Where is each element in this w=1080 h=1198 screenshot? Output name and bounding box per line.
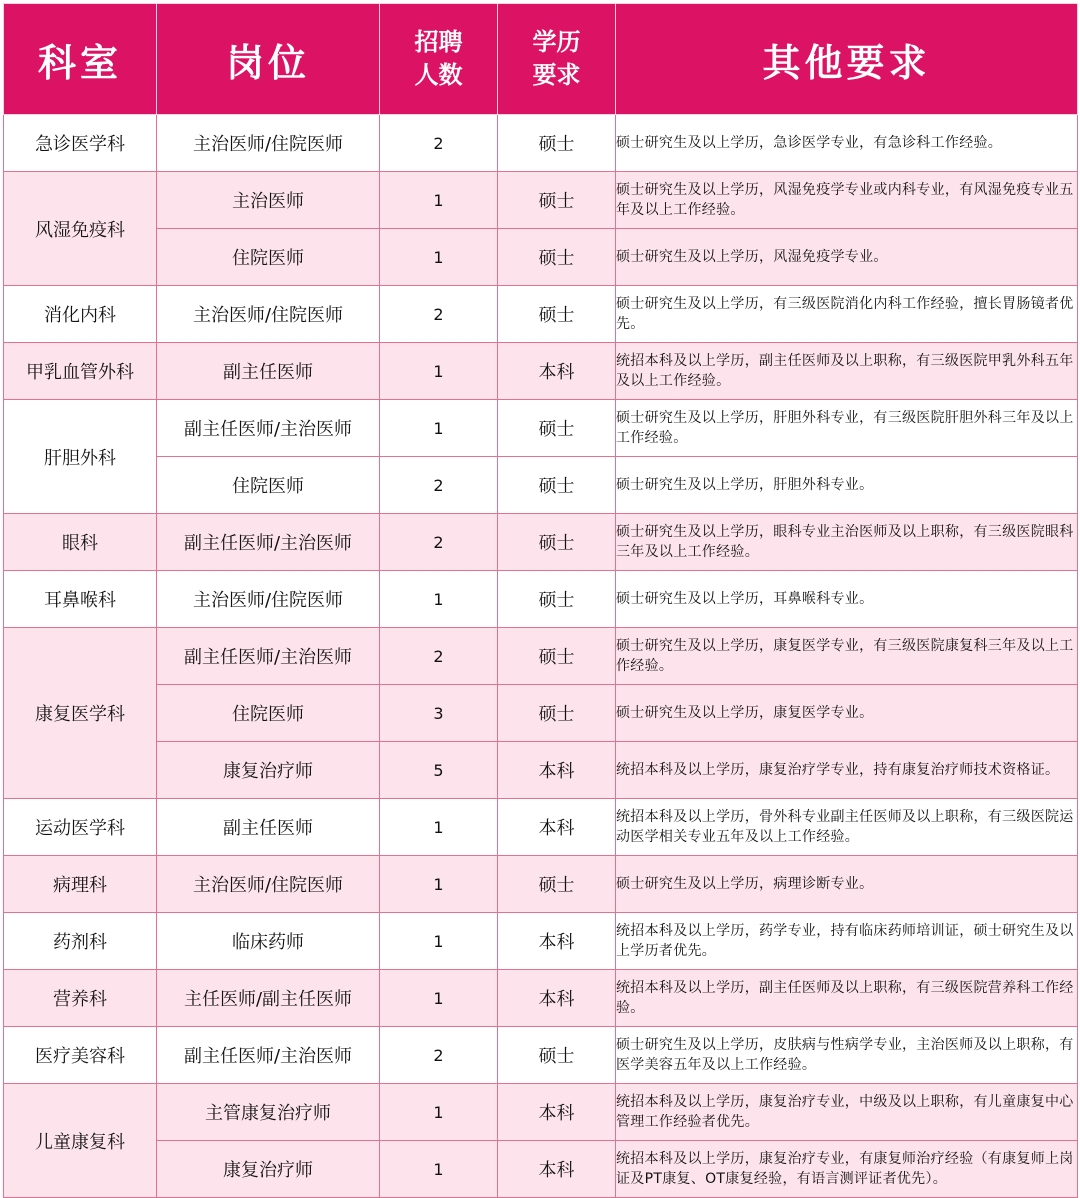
education-cell: 本科: [498, 1141, 616, 1198]
header-count: [380, 4, 498, 115]
education-cell: 硕士: [498, 856, 616, 913]
requirement-cell: 硕士研究生及以上学历，皮肤病与性病学专业，主治医师及以上职称，有医学美容五年及以上工作经验。: [616, 1027, 1078, 1084]
education-cell: 硕士: [498, 457, 616, 514]
position-cell: 主治医师/住院医师: [157, 115, 380, 172]
dept-cell: 康复医学科: [4, 628, 157, 799]
education-cell: 硕士: [498, 115, 616, 172]
education-cell: 本科: [498, 1084, 616, 1141]
education-cell: 本科: [498, 799, 616, 856]
count-cell: 1: [380, 172, 498, 229]
position-cell: 住院医师: [157, 685, 380, 742]
requirement-cell: 硕士研究生及以上学历，康复医学专业。: [616, 685, 1078, 742]
table-row: [4, 1027, 1078, 1084]
requirement-cell: 硕士研究生及以上学历，急诊医学专业，有急诊科工作经验。: [616, 115, 1078, 172]
dept-cell: 眼科: [4, 514, 157, 571]
count-cell: 1: [380, 799, 498, 856]
requirement-cell: 硕士研究生及以上学历，有三级医院消化内科工作经验，擅长胃肠镜者优先。: [616, 286, 1078, 343]
position-cell: 主管康复治疗师: [157, 1084, 380, 1141]
dept-cell: 肝胆外科: [4, 400, 157, 514]
education-cell: 硕士: [498, 229, 616, 286]
position-cell: 主治医师/住院医师: [157, 286, 380, 343]
count-cell: 1: [380, 229, 498, 286]
count-cell: 2: [380, 115, 498, 172]
count-cell: 1: [380, 970, 498, 1027]
dept-cell: 儿童康复科: [4, 1084, 157, 1198]
header-other-requirements: 其他要求: [616, 4, 1078, 115]
dept-cell: 病理科: [4, 856, 157, 913]
table-row: [4, 115, 1078, 172]
education-cell: 硕士: [498, 172, 616, 229]
table-row: [4, 628, 1078, 685]
dept-cell: 药剂科: [4, 913, 157, 970]
position-cell: 主治医师: [157, 172, 380, 229]
header-dept: 科室: [4, 4, 157, 115]
table-row: [4, 1141, 1078, 1198]
position-cell: 主治医师/住院医师: [157, 856, 380, 913]
table-row: [4, 229, 1078, 286]
requirement-cell: 硕士研究生及以上学历，眼科专业主治医师及以上职称，有三级医院眼科三年及以上工作经验。: [616, 514, 1078, 571]
requirement-cell: 统招本科及以上学历，副主任医师及以上职称，有三级医院甲乳外科五年及以上工作经验。: [616, 343, 1078, 400]
count-cell: 2: [380, 514, 498, 571]
education-cell: 硕士: [498, 685, 616, 742]
position-cell: 副主任医师/主治医师: [157, 628, 380, 685]
dept-cell: 营养科: [4, 970, 157, 1027]
education-cell: 硕士: [498, 571, 616, 628]
header-edu-line1: 学历: [532, 28, 581, 56]
recruitment-table: [3, 3, 1078, 1198]
requirement-cell: 统招本科及以上学历，康复治疗专业，有康复师治疗经验（有康复师上岗证及PT康复、OT康复经验，有语言测评证者优先）。: [616, 1141, 1078, 1198]
position-cell: 副主任医师: [157, 799, 380, 856]
dept-cell: 耳鼻喉科: [4, 571, 157, 628]
header-edu-line2: 要求: [532, 61, 581, 89]
count-cell: 2: [380, 628, 498, 685]
header-education: [498, 4, 616, 115]
table-row: [4, 799, 1078, 856]
position-cell: 住院医师: [157, 457, 380, 514]
count-cell: 3: [380, 685, 498, 742]
education-cell: 硕士: [498, 1027, 616, 1084]
dept-cell: 急诊医学科: [4, 115, 157, 172]
position-cell: 住院医师: [157, 229, 380, 286]
education-cell: 硕士: [498, 628, 616, 685]
requirement-cell: 硕士研究生及以上学历，病理诊断专业。: [616, 856, 1078, 913]
count-cell: 2: [380, 286, 498, 343]
table-row: [4, 913, 1078, 970]
position-cell: 主任医师/副主任医师: [157, 970, 380, 1027]
requirement-cell: 统招本科及以上学历，康复治疗学专业，持有康复治疗师技术资格证。: [616, 742, 1078, 799]
table-row: [4, 742, 1078, 799]
requirement-cell: 硕士研究生及以上学历，风湿免疫学专业或内科专业，有风湿免疫专业五年及以上工作经验。: [616, 172, 1078, 229]
position-cell: 康复治疗师: [157, 742, 380, 799]
table-row: [4, 286, 1078, 343]
table-row: [4, 400, 1078, 457]
requirement-cell: 硕士研究生及以上学历，耳鼻喉科专业。: [616, 571, 1078, 628]
dept-cell: 运动医学科: [4, 799, 157, 856]
count-cell: 1: [380, 400, 498, 457]
header-position: 岗位: [157, 4, 380, 115]
table-header-row: [4, 4, 1078, 115]
count-cell: 1: [380, 913, 498, 970]
position-cell: 副主任医师/主治医师: [157, 514, 380, 571]
table-row: [4, 856, 1078, 913]
requirement-cell: 硕士研究生及以上学历，肝胆外科专业，有三级医院肝胆外科三年及以上工作经验。: [616, 400, 1078, 457]
position-cell: 康复治疗师: [157, 1141, 380, 1198]
table-row: [4, 343, 1078, 400]
table-row: [4, 457, 1078, 514]
education-cell: 本科: [498, 913, 616, 970]
requirement-cell: 统招本科及以上学历，骨外科专业副主任医师及以上职称，有三级医院运动医学相关专业五年及以上工作经验。: [616, 799, 1078, 856]
table-row: [4, 571, 1078, 628]
position-cell: 主治医师/住院医师: [157, 571, 380, 628]
education-cell: 硕士: [498, 286, 616, 343]
education-cell: 本科: [498, 970, 616, 1027]
requirement-cell: 统招本科及以上学历，康复治疗专业，中级及以上职称，有儿童康复中心管理工作经验者优先。: [616, 1084, 1078, 1141]
count-cell: 1: [380, 343, 498, 400]
position-cell: 副主任医师/主治医师: [157, 1027, 380, 1084]
requirement-cell: 硕士研究生及以上学历，肝胆外科专业。: [616, 457, 1078, 514]
count-cell: 2: [380, 1027, 498, 1084]
education-cell: 本科: [498, 742, 616, 799]
table-row: [4, 685, 1078, 742]
header-count-line2: 人数: [414, 61, 463, 89]
table-row: [4, 970, 1078, 1027]
count-cell: 1: [380, 1141, 498, 1198]
education-cell: 硕士: [498, 514, 616, 571]
count-cell: 5: [380, 742, 498, 799]
count-cell: 1: [380, 571, 498, 628]
dept-cell: 消化内科: [4, 286, 157, 343]
requirement-cell: 统招本科及以上学历，副主任医师及以上职称，有三级医院营养科工作经验。: [616, 970, 1078, 1027]
table-row: [4, 1084, 1078, 1141]
education-cell: 本科: [498, 343, 616, 400]
table-row: [4, 172, 1078, 229]
header-count-line1: 招聘: [414, 28, 463, 56]
position-cell: 临床药师: [157, 913, 380, 970]
dept-cell: 风湿免疫科: [4, 172, 157, 286]
position-cell: 副主任医师: [157, 343, 380, 400]
requirement-cell: 统招本科及以上学历，药学专业，持有临床药师培训证，硕士研究生及以上学历者优先。: [616, 913, 1078, 970]
table-row: [4, 514, 1078, 571]
position-cell: 副主任医师/主治医师: [157, 400, 380, 457]
count-cell: 1: [380, 856, 498, 913]
count-cell: 1: [380, 1084, 498, 1141]
requirement-cell: 硕士研究生及以上学历，风湿免疫学专业。: [616, 229, 1078, 286]
education-cell: 硕士: [498, 400, 616, 457]
dept-cell: 甲乳血管外科: [4, 343, 157, 400]
requirement-cell: 硕士研究生及以上学历，康复医学专业，有三级医院康复科三年及以上工作经验。: [616, 628, 1078, 685]
dept-cell: 医疗美容科: [4, 1027, 157, 1084]
count-cell: 2: [380, 457, 498, 514]
